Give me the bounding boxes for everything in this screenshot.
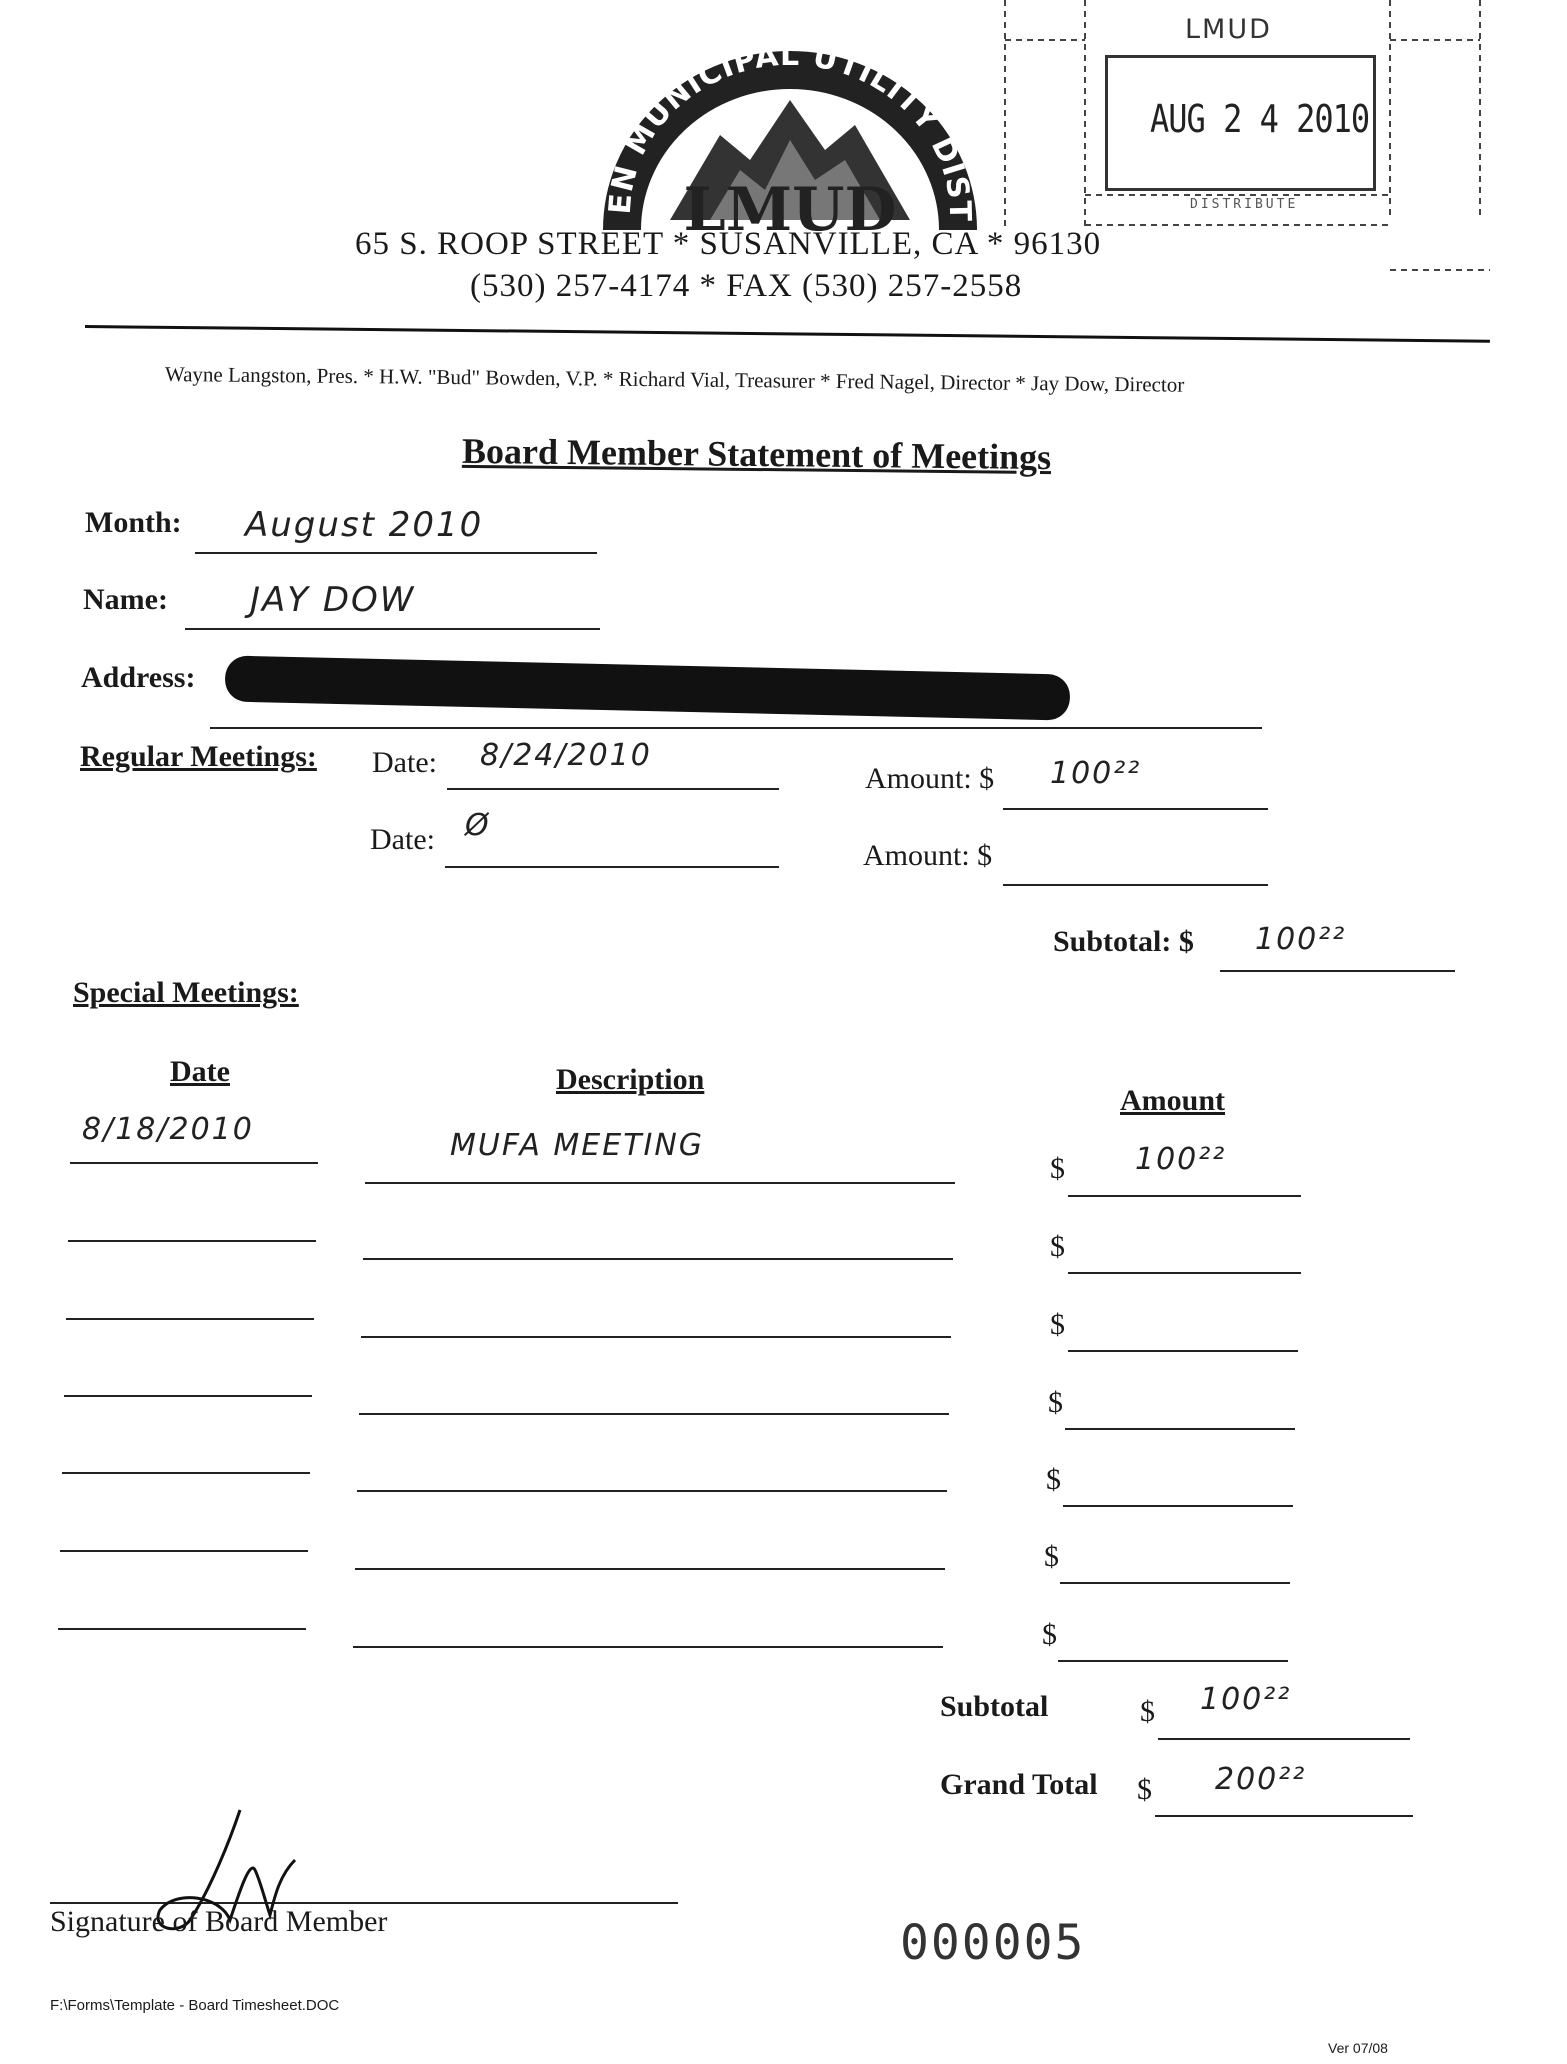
special-amount-line — [1060, 1582, 1290, 1584]
grand-total-field[interactable]: 200²² — [1215, 1762, 1307, 1797]
special-amount-line — [1068, 1272, 1301, 1274]
dollar-sign: $ — [1050, 1308, 1065, 1341]
regular-date-field[interactable]: 8/24/2010 — [480, 738, 652, 773]
regular-meetings-label: Regular Meetings: — [80, 740, 317, 773]
col-description-header: Description — [556, 1063, 705, 1096]
regular-date-line — [445, 866, 779, 868]
grand-total-label: Grand Total — [940, 1768, 1098, 1801]
special-subtotal-field[interactable]: 100²² — [1200, 1682, 1292, 1717]
dollar-sign: $ — [1137, 1773, 1152, 1806]
special-description-line — [363, 1258, 953, 1260]
regular-date-line — [447, 788, 779, 790]
regular-amount-line — [1003, 808, 1268, 810]
dollar-sign: $ — [1050, 1152, 1065, 1185]
regular-amount-field[interactable]: 100²² — [1050, 756, 1142, 791]
dollar-sign: $ — [1046, 1463, 1061, 1496]
special-amount-line — [1065, 1428, 1295, 1430]
address-line-blank — [210, 727, 1262, 729]
special-date-field[interactable]: 8/18/2010 — [82, 1112, 254, 1147]
name-field[interactable]: JAY DOW — [250, 580, 416, 620]
col-amount-header: Amount — [1120, 1084, 1226, 1117]
address-line: 65 S. ROOP STREET * SUSANVILLE, CA * 96130 — [355, 226, 1102, 262]
special-date-line — [58, 1628, 306, 1630]
dollar-sign: $ — [1050, 1230, 1065, 1263]
dollar-sign: $ — [1140, 1695, 1155, 1728]
special-amount-line — [1063, 1505, 1293, 1507]
header-rule — [85, 325, 1490, 343]
address-redaction — [225, 655, 1071, 720]
dollar-sign: $ — [1044, 1540, 1059, 1573]
regular-subtotal-field[interactable]: 100²² — [1255, 922, 1347, 957]
phone-line: (530) 257-4174 * FAX (530) 257-2558 — [470, 268, 1023, 304]
received-stamp — [1000, 0, 1490, 290]
special-date-line — [70, 1162, 318, 1164]
district-logo — [600, 40, 980, 240]
special-amount-field[interactable]: 100²² — [1135, 1142, 1227, 1177]
grand-total-line — [1155, 1815, 1413, 1817]
officers-list: Wayne Langston, Pres. * H.W. "Bud" Bowden, V.P. * Richard Vial, Treasurer * Fred Nagel, Director * Jay Dow, Director — [164, 362, 1185, 397]
month-line — [195, 552, 597, 554]
regular-subtotal-label: Subtotal: $ — [1053, 925, 1194, 958]
special-subtotal-line — [1158, 1738, 1410, 1740]
special-description-line — [357, 1490, 947, 1492]
svg-text:LASSEN MUNICIPAL UTILITY DISTR: EN MUNICIPAL UTILITY DIST — [602, 40, 978, 223]
form-title: Board Member Statement of Meetings — [461, 430, 1052, 478]
dollar-sign: $ — [1042, 1618, 1057, 1651]
month-label: Month: — [85, 506, 182, 539]
regular-subtotal-line — [1220, 970, 1455, 972]
special-date-line — [64, 1395, 312, 1397]
regular-date-field[interactable]: Ø — [465, 808, 491, 843]
dollar-sign: $ — [1048, 1386, 1063, 1419]
special-subtotal-label: Subtotal — [940, 1690, 1049, 1723]
special-amount-line — [1068, 1195, 1301, 1197]
address-label: Address: — [81, 661, 196, 694]
special-description-field[interactable]: MUFA MEETING — [450, 1128, 705, 1163]
special-date-line — [66, 1318, 314, 1320]
regular-amount-line — [1003, 884, 1268, 886]
file-path: F:\Forms\Template - Board Timesheet.DOC — [50, 1997, 340, 2014]
special-description-line — [361, 1336, 951, 1338]
regular-date-label: Date: — [370, 823, 435, 856]
special-amount-line — [1058, 1660, 1288, 1662]
col-date-header: Date — [170, 1055, 230, 1088]
regular-date-label: Date: — [372, 746, 437, 779]
special-amount-line — [1068, 1350, 1298, 1352]
special-description-line — [365, 1182, 955, 1184]
name-line — [185, 628, 600, 630]
stamp-footer: DISTRIBUTE — [1190, 197, 1299, 212]
special-date-line — [68, 1240, 316, 1242]
special-meetings-label: Special Meetings: — [73, 976, 299, 1009]
regular-amount-label: Amount: $ — [863, 839, 993, 872]
signature-label: Signature of Board Member — [50, 1905, 388, 1938]
special-description-line — [355, 1568, 945, 1570]
document-number: 000005 — [900, 1915, 1086, 1971]
stamp-org: LMUD — [1185, 14, 1272, 45]
name-label: Name: — [83, 583, 168, 616]
special-description-line — [353, 1646, 943, 1648]
month-field[interactable]: August 2010 — [245, 505, 484, 545]
svg-text:LMUD: LMUD — [683, 175, 897, 240]
regular-amount-label: Amount: $ — [865, 762, 995, 795]
mountain-logo-icon — [600, 40, 980, 240]
special-description-line — [359, 1413, 949, 1415]
stamp-date: AUG 2 4 2010 — [1150, 96, 1370, 142]
special-date-line — [60, 1550, 308, 1552]
version-label: Ver 07/08 — [1328, 2040, 1388, 2056]
special-date-line — [62, 1472, 310, 1474]
